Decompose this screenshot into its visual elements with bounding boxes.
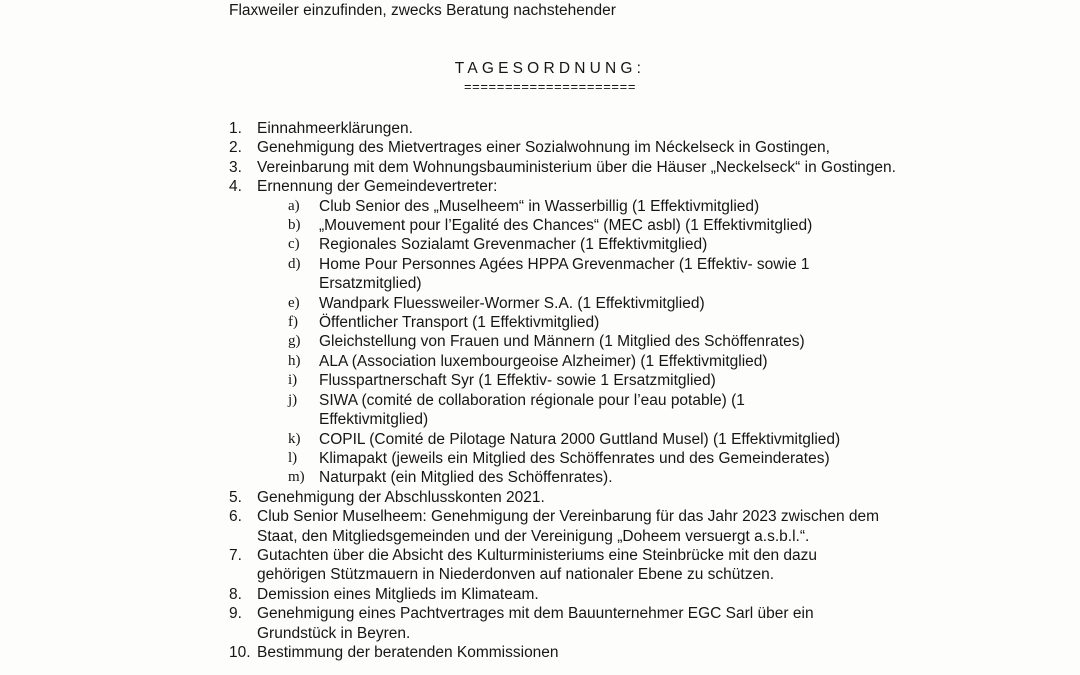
agenda-item-number: 6. — [229, 508, 242, 526]
agenda-list — [229, 119, 929, 662]
agenda-item — [229, 177, 929, 196]
sub-item — [288, 391, 929, 430]
sub-item-text: COPIL (Comité de Pilotage Natura 2000 Guttland Musel) (1 Effektivmitglied) — [319, 430, 841, 448]
intro-text: Flaxweiler einzufinden, zwecks Beratung nachstehender — [229, 2, 616, 19]
sub-item-letter: d) — [288, 255, 301, 272]
sub-item-text: Gleichstellung von Frauen und Männern (1 Mitglied des Schöffenrates) — [319, 333, 805, 351]
agenda-item-text: Club Senior Muselheem: Genehmigung der Vereinbarung für das Jahr 2023 zwischen dem Staat, den Mitgliedsgemeinden und der Vereinigung „Doheem versuergt a.s.b.l.“. — [257, 508, 880, 545]
agenda-item — [229, 643, 929, 662]
sub-item-text: SIWA (comité de collaboration régionale pour l’eau potable) (1 Effektivmitglied) — [319, 391, 745, 429]
agenda-item — [229, 158, 929, 177]
agenda-item-number: 9. — [229, 605, 242, 623]
sub-item-text: Naturpakt (ein Mitglied des Schöffenrates). — [319, 469, 613, 487]
sub-item — [288, 430, 929, 449]
agenda-item — [229, 119, 929, 138]
sub-item — [288, 313, 929, 332]
agenda-item-number: 5. — [229, 488, 242, 506]
agenda-item-number: 2. — [229, 139, 242, 157]
agenda-item — [229, 604, 929, 643]
sub-item — [288, 449, 929, 468]
sub-item-text: Home Pour Personnes Agées HPPA Grevenmacher (1 Effektiv- sowie 1 Ersatzmitglied) — [319, 255, 810, 293]
agenda-item-number: 10. — [229, 643, 251, 661]
agenda-item-number: 3. — [229, 158, 242, 176]
sub-item — [288, 352, 929, 371]
agenda-item — [229, 585, 929, 604]
sub-item — [288, 235, 929, 254]
sub-item — [288, 294, 929, 313]
sub-item — [288, 332, 929, 351]
sub-item-text: ALA (Association luxembourgeoise Alzheimer) (1 Effektivmitglied) — [319, 352, 768, 370]
agenda-item-text: Genehmigung eines Pachtvertrages mit dem Bauunternehmer EGC Sarl über ein Grundstück in Beyren. — [257, 605, 814, 642]
sub-item-letter: e) — [288, 294, 300, 311]
sub-item-letter: j) — [288, 391, 298, 408]
agenda-item-text: Gutachten über die Absicht des Kulturministeriums eine Steinbrücke mit den dazu gehörigen Stützmauern in Niederdonven auf nationaler Ebene zu schützen. — [257, 546, 818, 584]
sub-item-text: Flusspartnerschaft Syr (1 Effektiv- sowie 1 Ersatzmitglied) — [319, 372, 716, 390]
agenda-item — [229, 507, 929, 546]
agenda-item-text: Ernennung der Gemeindevertreter: — [257, 178, 498, 196]
sub-item-letter: g) — [288, 333, 301, 350]
sub-item — [288, 255, 929, 294]
agenda-item-text: Einnahmeerklärungen. — [257, 120, 413, 137]
agenda-item-number: 8. — [229, 585, 242, 603]
sub-item-letter: c) — [288, 236, 300, 253]
sub-item-text: Regionales Sozialamt Grevenmacher (1 Effektivmitglied) — [319, 236, 708, 254]
agenda-item — [229, 546, 929, 585]
agenda-item-text: Bestimmung der beratenden Kommissionen — [257, 643, 559, 661]
agenda-item-text: Demission eines Mitglieds im Klimateam. — [257, 585, 539, 603]
agenda-item — [229, 488, 929, 507]
sub-item-letter: k) — [288, 430, 301, 447]
sub-item-letter: i) — [288, 372, 298, 389]
sub-item-letter: f) — [288, 314, 298, 331]
sub-item — [288, 216, 929, 235]
sub-item-letter: l) — [288, 449, 298, 466]
agenda-item-number: 4. — [229, 178, 242, 196]
sub-item — [288, 371, 929, 390]
sub-item — [288, 197, 929, 216]
agenda-heading: TAGESORDNUNG: — [454, 60, 646, 77]
sub-item-text: Club Senior des „Muselheem“ in Wasserbillig (1 Effektivmitglied) — [319, 197, 760, 215]
sub-item — [288, 468, 929, 487]
sub-item-letter: b) — [288, 217, 301, 234]
agenda-item-number: 1. — [229, 120, 242, 137]
sub-item-letter: a) — [288, 197, 300, 214]
heading-underline: ===================== — [463, 79, 637, 94]
agenda-item-text: Genehmigung der Abschlusskonten 2021. — [257, 488, 545, 506]
sub-item-text: Öffentlicher Transport (1 Effektivmitglied) — [319, 314, 600, 332]
sub-item-letter: h) — [288, 352, 301, 369]
agenda-item-text: Genehmigung des Mietvertrages einer Sozialwohnung im Néckelseck in Gostingen, — [257, 139, 830, 157]
sub-item-text: Wandpark Fluessweiler-Wormer S.A. (1 Effektivmitglied) — [319, 294, 705, 312]
sub-item-text: Klimapakt (jeweils ein Mitglied des Schöffenrates und des Gemeinderates) — [319, 449, 830, 467]
sub-item-text: „Mouvement pour l’Egalité des Chances“ (MEC asbl) (1 Effektivmitglied) — [319, 217, 813, 235]
sub-item-letter: m) — [288, 469, 305, 486]
agenda-item-text: Vereinbarung mit dem Wohnungsbauministerium über die Häuser „Neckelseck“ in Gostingen. — [257, 158, 896, 176]
agenda-item — [229, 138, 929, 157]
agenda-item-number: 7. — [229, 546, 242, 564]
